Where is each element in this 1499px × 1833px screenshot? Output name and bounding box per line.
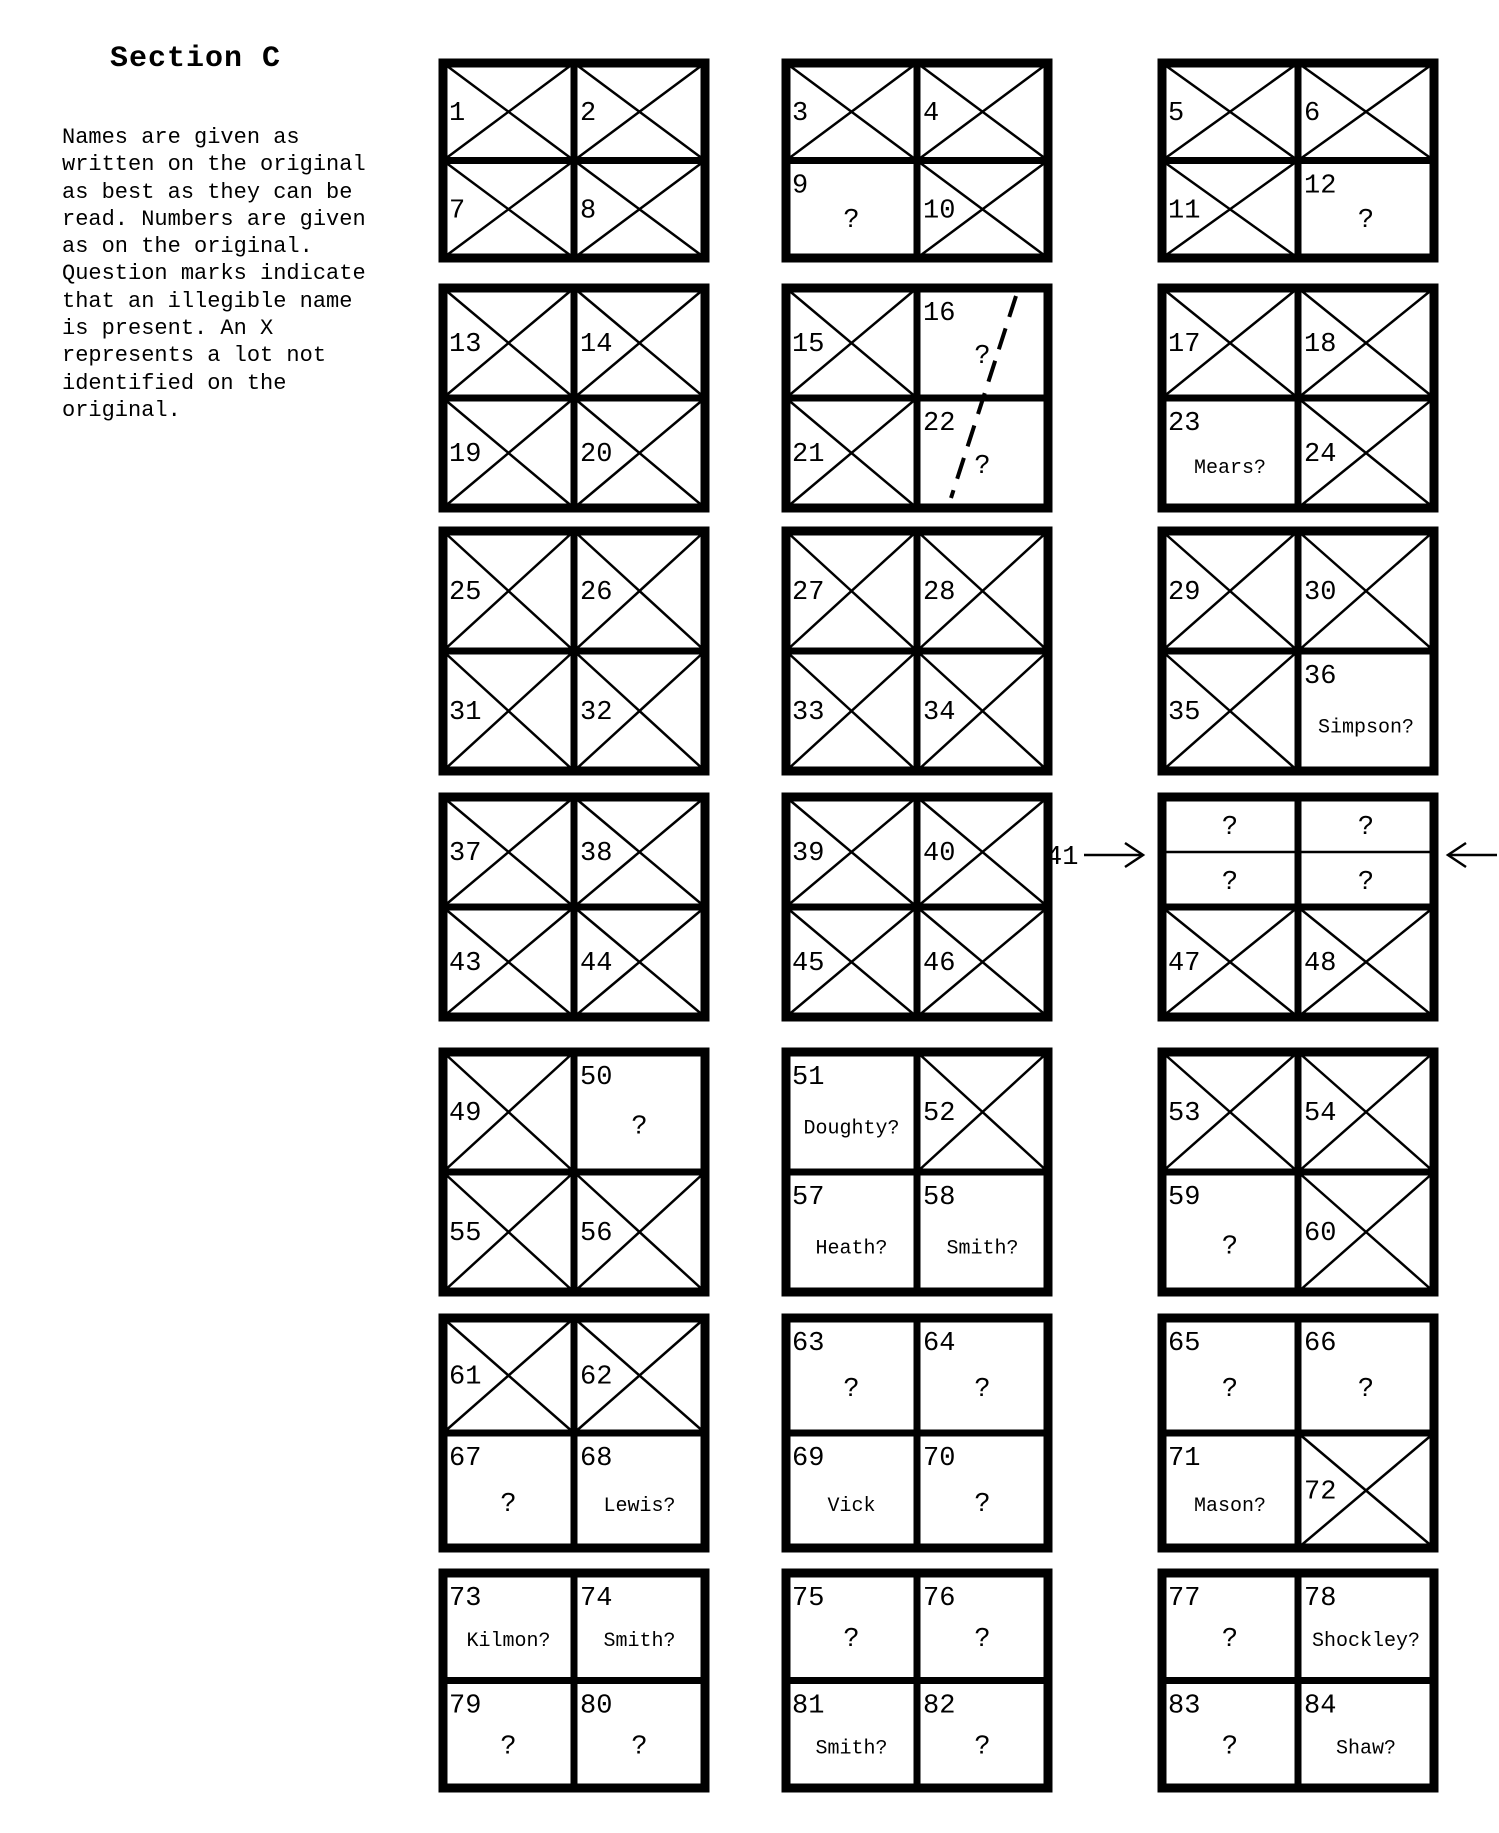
lot-number: 51 (792, 1063, 825, 1093)
lot-number: 62 (580, 1362, 613, 1393)
lot-number: 66 (1304, 1329, 1337, 1359)
lot-number: 39 (792, 839, 825, 869)
lot-number: 69 (792, 1444, 825, 1474)
lot-owner: Smith? (603, 1630, 676, 1654)
lot-owner: Kilmon? (466, 1630, 551, 1654)
lot-owner: ? (843, 205, 860, 236)
lot-number: 28 (923, 578, 956, 608)
lot-number: 32 (580, 698, 613, 728)
lot-number: 3 (792, 98, 809, 129)
lot-number: 53 (1168, 1099, 1201, 1129)
lot-number: 2 (580, 98, 597, 129)
lot-number: 84 (1304, 1691, 1337, 1722)
lot-owner: ? (1221, 1625, 1239, 1656)
lot-owner: ? (1357, 867, 1375, 898)
lot-number: 31 (449, 698, 482, 728)
lot-owner: ? (974, 1490, 991, 1521)
lot-number: 43 (449, 949, 482, 979)
lot-number: 40 (923, 839, 956, 869)
lot-number: 65 (1168, 1329, 1201, 1359)
lot-number: 57 (792, 1183, 825, 1213)
lot-number: 34 (923, 698, 956, 728)
lot-number: 5 (1168, 98, 1185, 129)
lot-number: 23 (1168, 409, 1201, 439)
lot-number: 76 (923, 1584, 956, 1614)
lot-number: 72 (1304, 1477, 1337, 1508)
lot-number: 74 (580, 1584, 613, 1614)
lot-number: 16 (923, 299, 956, 329)
lot-number: 68 (580, 1444, 613, 1474)
lot-number: 83 (1168, 1691, 1201, 1722)
lot-number: 58 (923, 1183, 956, 1213)
lot-owner: ? (500, 1490, 517, 1521)
lot-number: 11 (1168, 196, 1201, 227)
lot-number: 75 (792, 1584, 825, 1614)
legend-notes: Names are given as written on the original as best as they can be read. Numbers are given as on the original. Question marks indicate that an illegible name is present. An X represents a lot not identified on the original. (62, 125, 366, 423)
lot-41-label: 41 (1046, 843, 1079, 873)
lot-number: 8 (580, 196, 597, 227)
lot-owner: Shaw? (1335, 1737, 1397, 1761)
lot-owner: Heath? (815, 1237, 888, 1261)
lot-number: 13 (449, 330, 482, 360)
lot-number: 4 (923, 98, 940, 129)
lot-number: 52 (923, 1099, 956, 1129)
lot-number: 15 (792, 330, 825, 360)
lot-owner: ? (843, 1375, 860, 1406)
lot-number: 56 (580, 1219, 613, 1249)
lot-number: 29 (1168, 578, 1201, 608)
lot-owner: ? (843, 1625, 860, 1656)
lot-number: 33 (792, 698, 825, 728)
lot-number: 59 (1168, 1183, 1201, 1213)
lot-number: 45 (792, 949, 825, 979)
lot-number: 14 (580, 330, 613, 360)
lot-number: 44 (580, 949, 613, 979)
lot-number: 54 (1304, 1099, 1337, 1129)
lot-number: 18 (1304, 330, 1337, 360)
lot-owner: ? (1221, 812, 1239, 843)
lot-number: 60 (1304, 1219, 1337, 1249)
section-title: Section C (110, 42, 282, 76)
lot-owner: ? (974, 1375, 991, 1406)
lot-number: 67 (449, 1444, 482, 1474)
lot-number: 25 (449, 578, 482, 608)
lot-owner: Lewis? (603, 1495, 676, 1519)
lot-number: 61 (449, 1362, 482, 1393)
lot-number: 24 (1304, 440, 1337, 470)
lot-number: 22 (923, 409, 956, 439)
lot-owner: ? (1221, 867, 1239, 898)
lot-owner: Shockley? (1311, 1630, 1421, 1654)
lot-owner: ? (631, 1112, 648, 1143)
lot-owner: ? (974, 1732, 991, 1763)
lot-number: 26 (580, 578, 613, 608)
lot-number: 12 (1304, 171, 1337, 202)
lot-number: 20 (580, 440, 613, 470)
lot-number: 48 (1304, 949, 1337, 979)
lot-owner: Smith? (815, 1737, 888, 1761)
lot-owner: ? (1357, 205, 1375, 236)
lot-number: 77 (1168, 1584, 1201, 1614)
lot-number: 78 (1304, 1584, 1337, 1614)
lot-owner: ? (631, 1732, 648, 1763)
lot-owner: ? (974, 341, 991, 372)
lot-number: 50 (580, 1063, 613, 1093)
lot-owner: Simpson? (1317, 716, 1415, 740)
lot-owner: ? (974, 451, 991, 482)
lot-number: 81 (792, 1691, 825, 1722)
lot-owner: Doughty? (803, 1117, 900, 1141)
lot-owner: Mason? (1193, 1495, 1267, 1519)
lot-number: 70 (923, 1444, 956, 1474)
lot-number: 49 (449, 1099, 482, 1129)
lot-number: 17 (1168, 330, 1201, 360)
lot-owner: ? (974, 1625, 991, 1656)
lot-number: 1 (449, 98, 466, 129)
lot-number: 38 (580, 839, 613, 869)
lot-number: 79 (449, 1691, 482, 1722)
lot-number: 37 (449, 839, 482, 869)
lot-number: 6 (1304, 98, 1321, 129)
lot-number: 46 (923, 949, 956, 979)
lot-number: 7 (449, 196, 466, 227)
lot-owner: Smith? (946, 1237, 1019, 1261)
lot-number: 64 (923, 1329, 956, 1359)
lot-number: 19 (449, 440, 482, 470)
lot-owner: ? (1221, 1375, 1239, 1406)
lot-number: 71 (1168, 1444, 1201, 1474)
lot-number: 10 (923, 196, 956, 227)
lot-owner: ? (1357, 1375, 1375, 1406)
lot-number: 35 (1168, 698, 1201, 728)
lot-number: 73 (449, 1584, 482, 1614)
lot-number: 47 (1168, 949, 1201, 979)
lot-owner: ? (1221, 1732, 1239, 1763)
lot-number: 63 (792, 1329, 825, 1359)
lot-number: 36 (1304, 662, 1337, 692)
lot-owner: ? (1357, 812, 1375, 843)
lot-number: 21 (792, 440, 825, 470)
lot-owner: ? (1221, 1232, 1239, 1263)
lot-owner: Vick (827, 1495, 876, 1519)
lot-number: 80 (580, 1691, 613, 1722)
lot-number: 9 (792, 171, 809, 202)
lot-owner: ? (500, 1732, 517, 1763)
lot-owner: Mears? (1193, 456, 1267, 480)
lot-number: 27 (792, 578, 825, 608)
lot-number: 82 (923, 1691, 956, 1722)
lot-number: 30 (1304, 578, 1337, 608)
lot-number: 55 (449, 1219, 482, 1249)
